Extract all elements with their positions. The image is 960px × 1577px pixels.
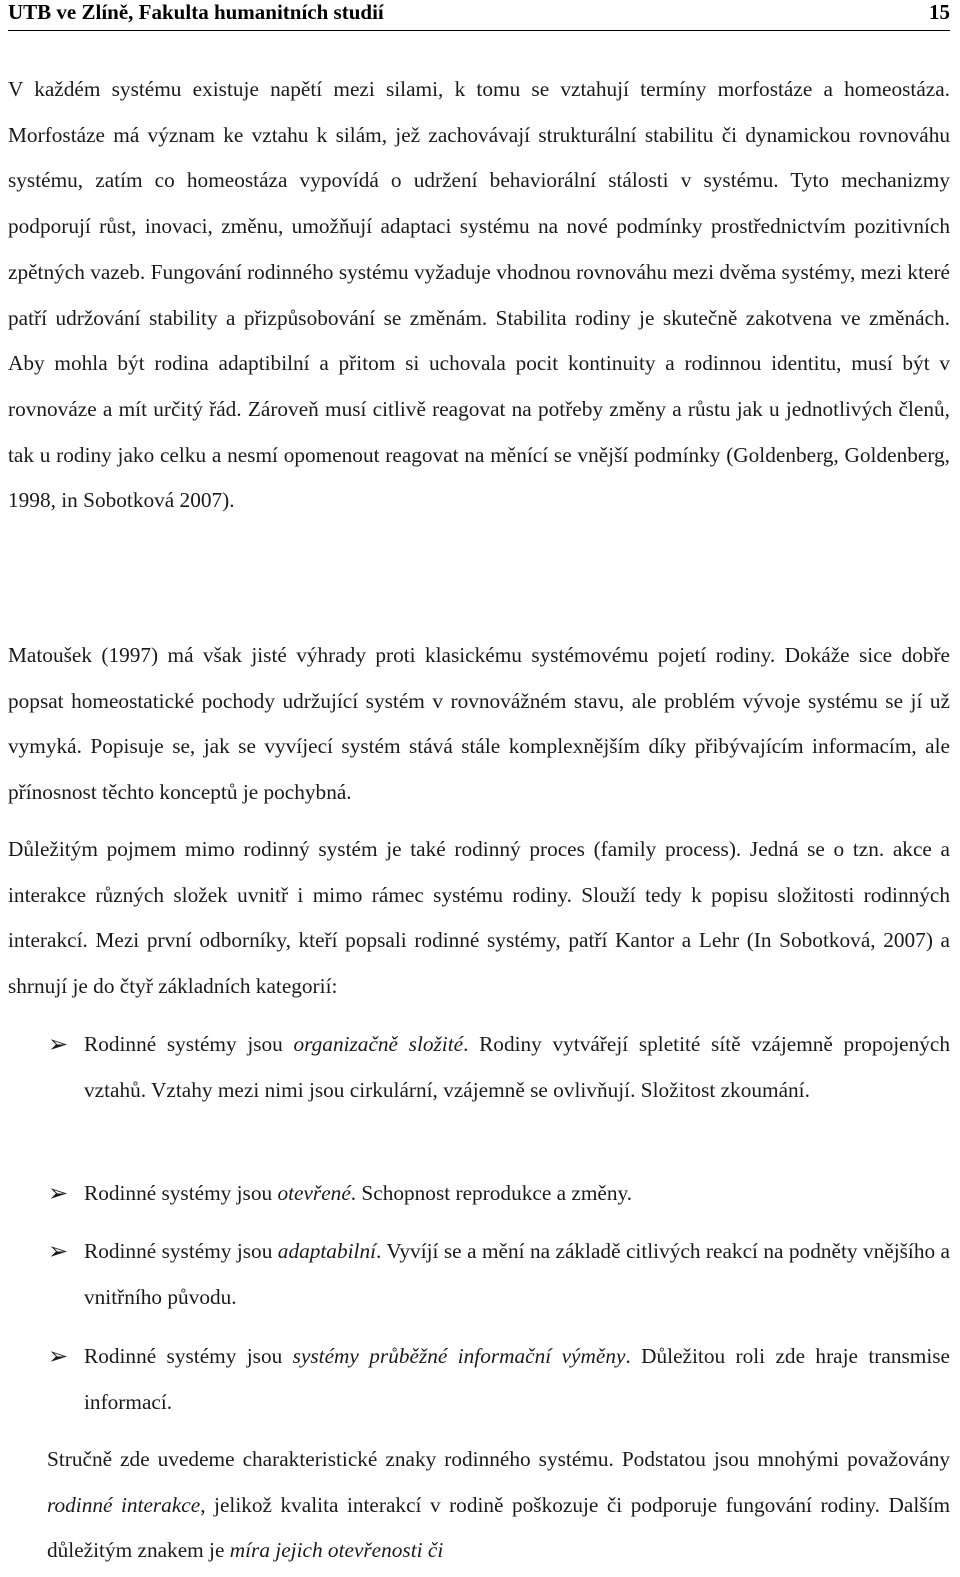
list-item-otevrene: Rodinné systémy jsou otevřené. Schopnost reprodukce a změny. xyxy=(84,1181,633,1205)
term-adaptabilni: adaptabilní xyxy=(277,1239,377,1263)
term-rodinne-interakce: rodinné interakce xyxy=(47,1492,201,1517)
bullet-arrow-icon: ➢ xyxy=(48,1237,69,1265)
header-title: UTB ve Zlíně, Fakulta humanitních studií xyxy=(8,0,384,24)
list-item-adaptabilni: Rodinné systémy jsou adaptabilní. Vyvíjí se a mění na základě citlivých reakcí na podněty vnějšího a vnitřního původu. xyxy=(84,1239,951,1309)
term-informacni-vymeny: systémy průběžné informační výměny xyxy=(292,1344,626,1368)
term-organizacne-slozite: organizačně složité xyxy=(293,1032,464,1056)
page-number: 15 xyxy=(929,0,950,24)
bullet-arrow-icon: ➢ xyxy=(48,1342,69,1370)
bullet-arrow-icon: ➢ xyxy=(48,1179,69,1207)
running-header xyxy=(8,0,950,31)
list-item-organizacne-slozite: Rodinné systémy jsou organizačně složité. Rodiny vytvářejí spletité sítě vzájemně propojených vztahů. Vztahy mezi nimi jsou cirkulární, vzájemně se ovlivňují. Složitost zkoumání. xyxy=(84,1032,950,1102)
paragraph-matousek: Matoušek (1997) má však jisté výhrady proti klasickému systémovému pojetí rodiny. Dokáže sice dobře popsat homeostatické pochody udržující systém v rovnovážném stavu, ale problém vývoje systému se jí už vymyká. Popisuje se, jak se vyvíjecí systém stává stále komplexnějším díky přibývajícím informacím, ale přínosnost těchto konceptů je pochybná. xyxy=(8,643,950,805)
paragraph-znaky-rodinneho-systemu: Stručně zde uvedeme charakteristické znaky rodinného systému. Podstatou jsou mnohými považovány rodinné interakce, jelikož kvalita interakcí v rodině poškozuje či podporuje fungování rodiny. Dalším důležitým znakem je míra jejich otevřenosti či xyxy=(47,1447,951,1563)
list-item-informacni-vymeny: Rodinné systémy jsou systémy průběžné informační výměny. Důležitou roli zde hraje transmise informací. xyxy=(84,1344,950,1414)
bullet-arrow-icon: ➢ xyxy=(48,1030,69,1058)
paragraph-rodinny-proces: Důležitým pojmem mimo rodinný systém je také rodinný proces (family process). Jedná se o tzn. akce a interakce různých složek uvnitř i mimo rámec systému rodiny. Slouží tedy k popisu složitosti rodinných interakcí. Mezi první odborníky, kteří popsali rodinné systémy, patří Kantor a Lehr (In Sobotková, 2007) a shrnují je do čtyř základních kategorií: xyxy=(8,837,950,999)
paragraph-morfostaze: V každém systému existuje napětí mezi silami, k tomu se vztahují termíny morfostáze a homeostáza. Morfostáze má význam ke vztahu k silám, jež zachovávají strukturální stabilitu či dynamickou rovnováhu systému, zatím co homeostáza vypovídá o udržení behaviorální stálosti v systému. Tyto mechanizmy podporují růst, inovaci, změnu, umožňují adaptaci systému na nové podmínky prostřednictvím pozitivních zpětných vazeb. Fungování rodinného systému vyžaduje vhodnou rovnováhu mezi dvěma systémy, mezi které patří udržování stability a přizpůsobování se změnám. Stabilita rodiny je skutečně zakotvena ve změnách. Aby mohla být rodina adaptibilní a přitom si uchovala pocit kontinuity a rodinnou identitu, musí být v rovnováze a mít určitý řád. Zároveň musí citlivě reagovat na potřeby změny a růstu jak u jednotlivých členů, tak u rodiny jako celku a nesmí opomenout reagovat na měnící se vnější podmínky (Goldenberg, Goldenberg, 1998, in Sobotková 2007). xyxy=(8,77,950,513)
term-mira-otevrenosti: míra jejich otevřenosti či xyxy=(229,1538,444,1563)
term-otevrene: otevřené xyxy=(277,1181,351,1205)
